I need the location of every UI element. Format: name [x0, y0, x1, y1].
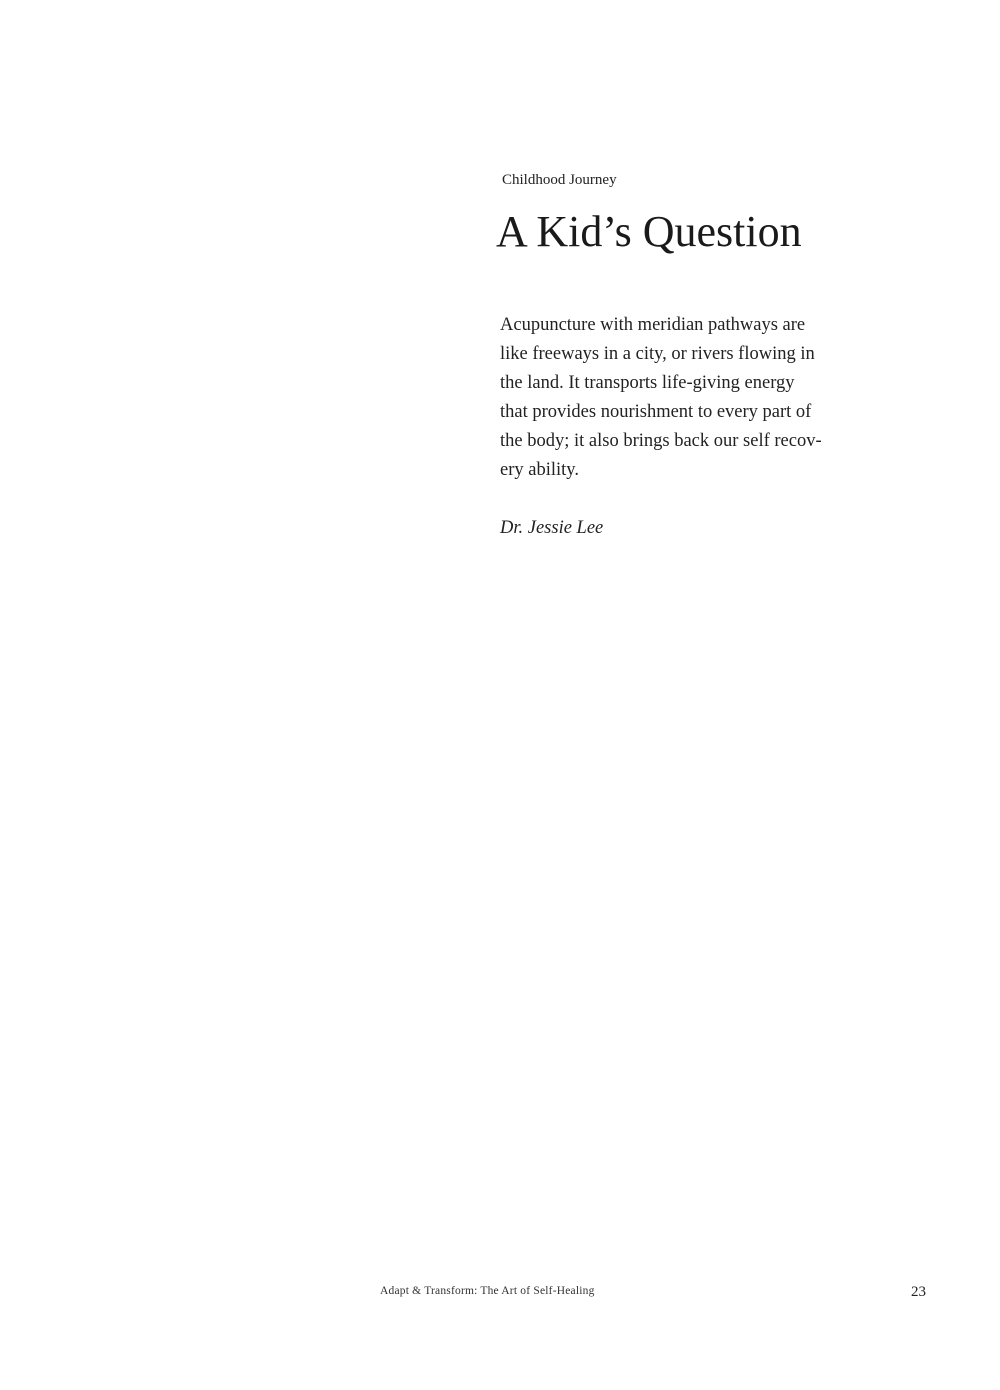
body-paragraph [500, 311, 845, 485]
author-attribution: Dr. Jessie Lee [500, 518, 604, 538]
section-label: Childhood Journey [502, 172, 617, 188]
page-title: A Kid’s Question [496, 207, 802, 256]
body-line: the body; it also brings back our self recov- [500, 431, 822, 451]
body-line: Acupuncture with meridian pathways are [500, 315, 806, 335]
body-line: ery ability. [500, 460, 579, 480]
body-line: like freeways in a city, or rivers flowing in [500, 344, 815, 364]
page-number: 23 [911, 1284, 926, 1300]
body-line: that provides nourishment to every part of [500, 402, 812, 422]
footer-book-title: Adapt & Transform: The Art of Self-Healing [380, 1285, 595, 1297]
body-line: the land. It transports life-giving energy [500, 373, 795, 393]
